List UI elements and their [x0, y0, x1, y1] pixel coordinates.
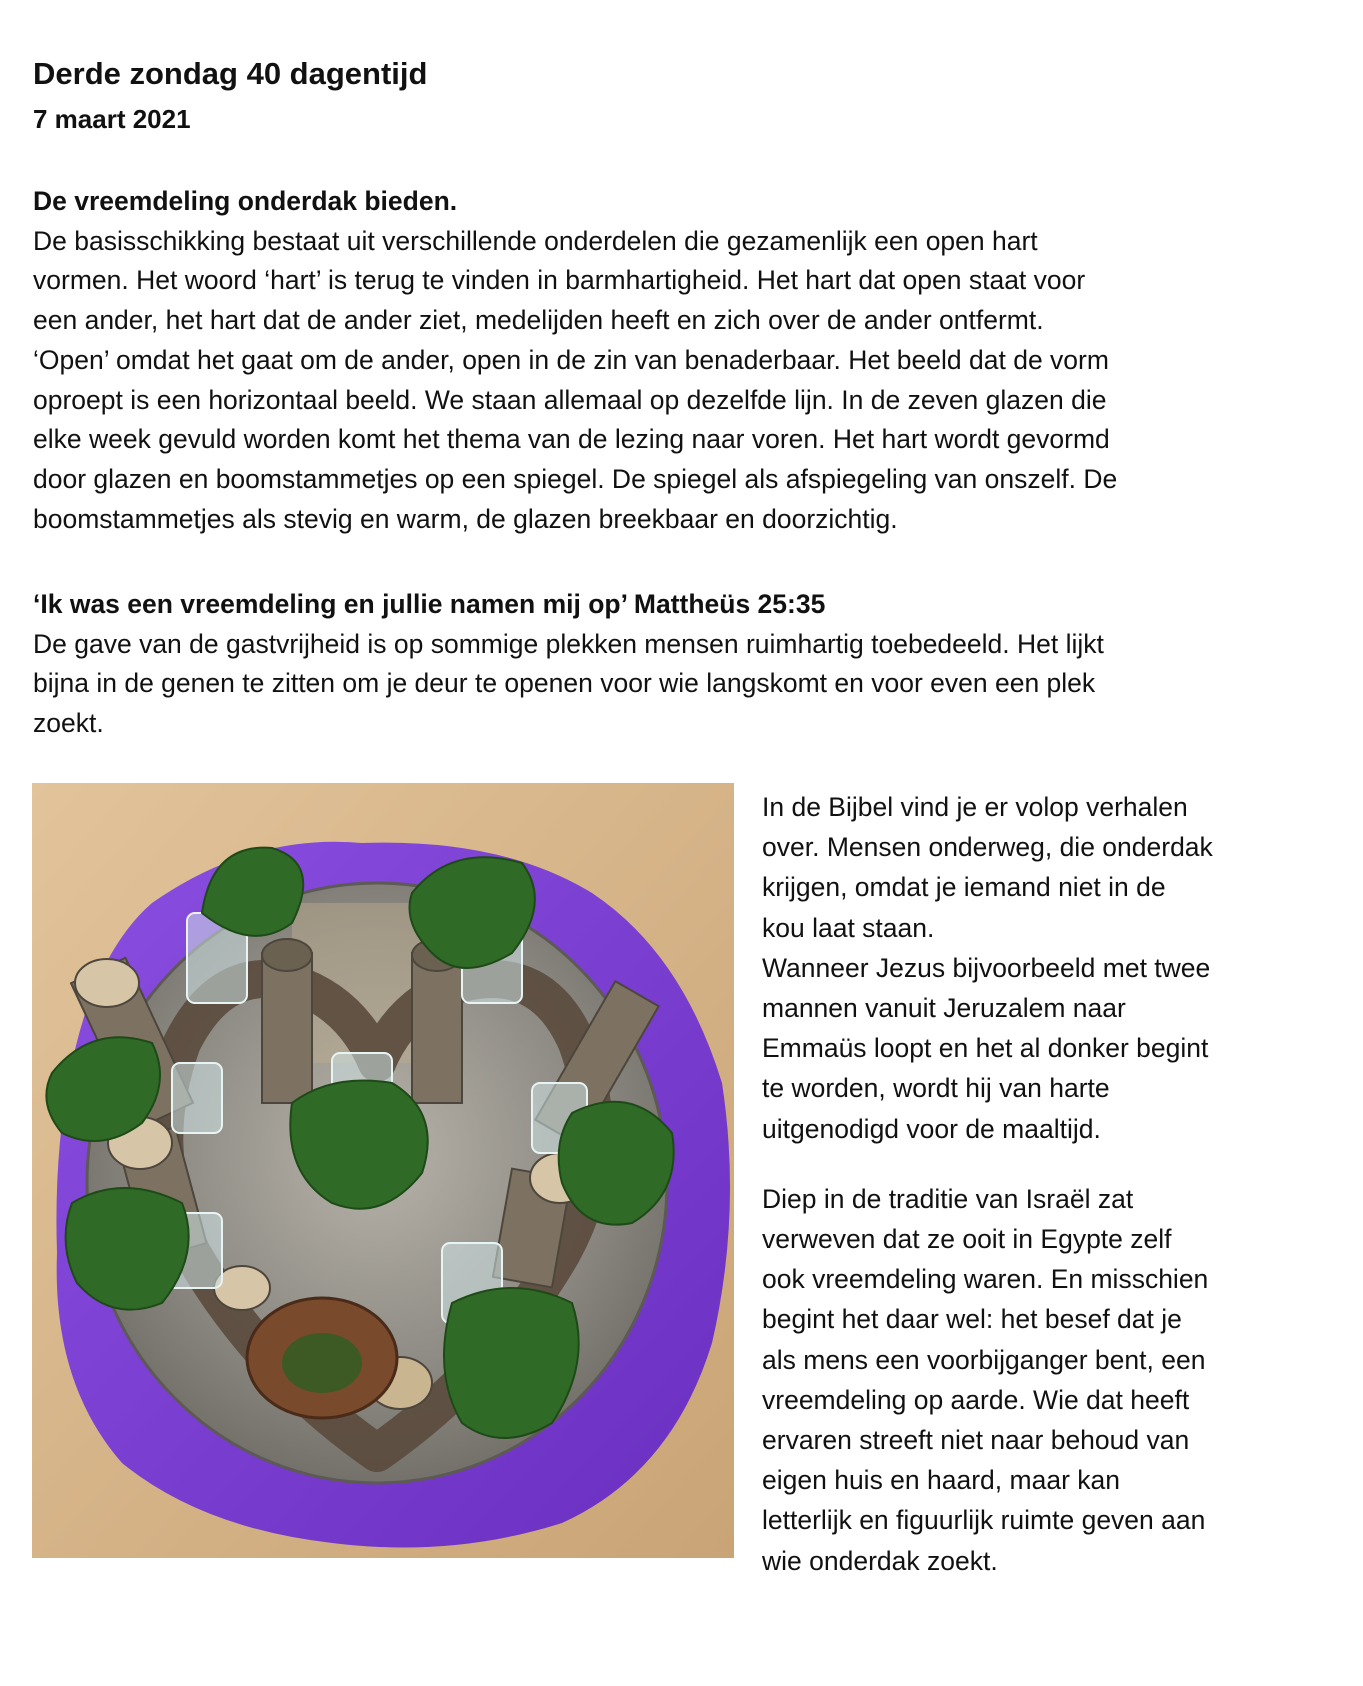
paragraph-line: zoekt.: [33, 708, 104, 739]
paragraph-line: ‘Open’ omdat het gaat om de ander, open in de zin van benaderbaar. Het beeld dat de vorm: [33, 344, 1109, 375]
section-open-heart: [33, 182, 1333, 539]
section-heading: ‘Ik was een vreemdeling en jullie namen mij op’ Mattheüs 25:35: [33, 589, 826, 619]
paragraph-line: verweven dat ze ooit in Egypte zelf: [762, 1224, 1172, 1255]
paragraph-line: uitgenodigd voor de maaltijd.: [762, 1113, 1101, 1144]
paragraph-line: ook vreemdeling waren. En misschien: [762, 1264, 1209, 1295]
paragraph-line: te worden, wordt hij van harte: [762, 1073, 1110, 1104]
paragraph-line: Emmaüs loopt en het al donker begint: [762, 1033, 1209, 1064]
paragraph-line: een ander, het hart dat de ander ziet, medelijden heeft en zich over de ander ontfermt.: [33, 305, 1044, 336]
paragraph-line: begint het daar wel: het besef dat je: [762, 1304, 1182, 1335]
paragraph-line: krijgen, omdat je iemand niet in de: [762, 872, 1166, 903]
paragraph-line: In de Bijbel vind je er volop verhalen: [762, 792, 1188, 822]
paragraph-gap: [762, 1149, 1332, 1179]
side-text-column: [762, 787, 1332, 1581]
paragraph-line: Diep in de traditie van Israël zat: [762, 1183, 1134, 1214]
paragraph-line: vreemdeling op aarde. Wie dat heeft: [762, 1384, 1190, 1415]
document-date: 7 maart 2021: [33, 104, 191, 134]
coconut-nest: [247, 1298, 397, 1418]
paragraph-line: letterlijk en figuurlijk ruimte geven aan: [762, 1505, 1206, 1536]
paragraph-line: eigen huis en haard, maar kan: [762, 1465, 1120, 1496]
paragraph-line: over. Mensen onderweg, die onderdak: [762, 832, 1213, 863]
paragraph-line: ervaren streeft niet naar behoud van: [762, 1425, 1190, 1456]
paragraph-line: vormen. Het woord ‘hart’ is terug te vinden in barmhartigheid. Het hart dat open staat voor: [33, 265, 1086, 296]
heart-arrangement-photo: [32, 783, 734, 1558]
document-title: Derde zondag 40 dagentijd: [33, 56, 428, 91]
paragraph-line: kou laat staan.: [762, 912, 935, 943]
paragraph-line: wie onderdak zoekt.: [762, 1545, 998, 1576]
paragraph-line: mannen vanuit Jeruzalem naar: [762, 993, 1126, 1024]
paragraph-line: Wanneer Jezus bijvoorbeeld met twee: [762, 952, 1211, 983]
paragraph-line: bijna in de genen te zitten om je deur te openen voor wie langskomt en voor even een plek: [33, 668, 1096, 699]
paragraph-line: elke week gevuld worden komt het thema van de lezing naar voren. Het hart wordt gevormd: [33, 424, 1110, 455]
paragraph-line: als mens een voorbijganger bent, een: [762, 1344, 1206, 1375]
paragraph-line: De basisschikking bestaat uit verschillende onderdelen die gezamenlijk een open hart: [33, 225, 1038, 256]
section-heading: De vreemdeling onderdak bieden.: [33, 186, 458, 216]
paragraph-line: door glazen en boomstammetjes op een spiegel. De spiegel als afspiegeling van onszelf. De: [33, 463, 1118, 494]
paragraph-line: De gave van de gastvrijheid is op sommige plekken mensen ruimhartig toebedeeld. Het lijkt: [33, 628, 1104, 659]
paragraph-line: boomstammetjes als stevig en warm, de glazen breekbaar en doorzichtig.: [33, 503, 898, 534]
paragraph-line: oproept is een horizontaal beeld. We staan allemaal op dezelfde lijn. In de zeven glazen die: [33, 384, 1107, 415]
section-stranger-quote: [33, 585, 1333, 744]
